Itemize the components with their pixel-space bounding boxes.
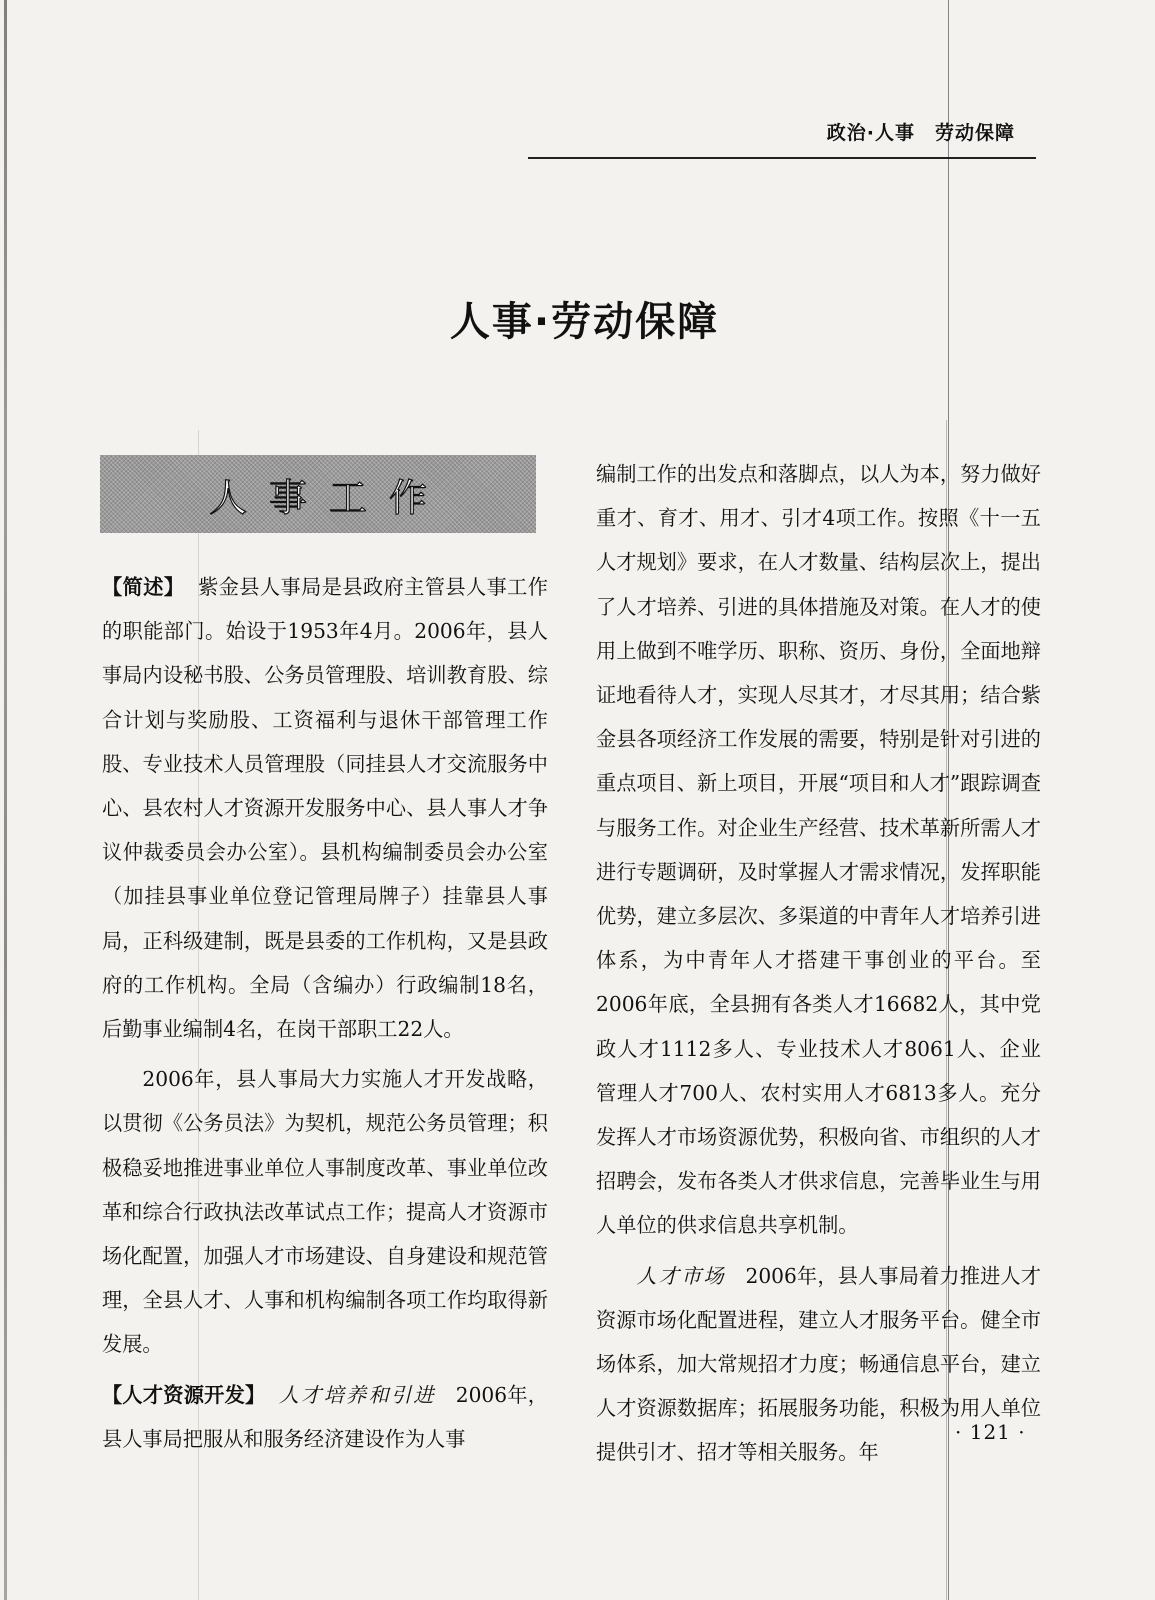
paragraph-text: 编制工作的出发点和落脚点，以人为本，努力做好重才、育才、用才、引才4项工作。按照《十一五人才规划》要求，在人才数量、结构层次上，提出了人才培养、引进的具体措施及对策。在人才的使用上做到不唯学历、职称、资历、身份，全面地辩证地看待人才，实现人尽其才，才尽其用；结合紫金县各项经济工作发展的需要，特别是针对引进的重点项目、新上项目，开展“项目和人才”跟踪调查与服务工作。对企业生产经营、技术革新所需人才进行专题调研，及时掌握人才需求情况，发挥职能优势，建立多层次、多渠道的中青年人才培养引进体系，为中青年人才搭建干事创业的平台。至2006年底，全县拥有各类人才16682人，其中党政人才1112多人、专业技术人才8061人、企业管理人才700人、农村实用人才6813多人。充分发挥人才市场资源优势，积极向省、市组织的人才招聘会，发布各类人才供求信息，完善毕业生与用人单位的供求信息共享机制。 — [596, 462, 1041, 1238]
subheading: 人才培养和引进 — [278, 1382, 436, 1407]
paragraph-text: 2006年，县人事局大力实施人才开发战略，以贯彻《公务员法》为契机，规范公务员管理；积极稳妥地推进事业单位人事制度改革、事业单位改革和综合行政执法改革试点工作；提高人才资源市场化配置，加强人才市场建设、自身建设和规范管理，全县人才、人事和机构编制各项工作均取得新发展。 — [102, 1067, 548, 1357]
section-tag: 【简述】 — [102, 575, 185, 599]
paragraph-talent-development — [102, 1373, 548, 1461]
paragraph-strategy — [102, 1057, 548, 1366]
subheading: 人才市场 — [636, 1263, 726, 1288]
paragraph-text: 2006年，县人事局把服从和服务经济建设作为人事 — [102, 1382, 548, 1451]
header-rule — [528, 157, 1036, 159]
paragraph-text: 2006年，县人事局着力推进人才资源市场化配置进程，建立人才服务平台。健全市场体系，加大常规招才力度；畅通信息平台，建立人才资源数据库；拓展服务功能，积极为用人单位提供引才、招才等相关服务。年 — [596, 1263, 1041, 1465]
paragraph-overview — [102, 565, 548, 1051]
running-header: 政治·人事 劳动保障 — [826, 122, 1015, 144]
paragraph-text: 紫金县人事局是县政府主管县人事工作的职能部门。始设于1953年4月。2006年，县人事局内设秘书股、公务员管理股、培训教育股、综合计划与奖励股、工资福利与退休干部管理工作股、专业技术人员管理股（同挂县人才交流服务中心、县农村人才资源开发服务中心、县人事人才争议仲裁委员会办公室）。县机构编制委员会办公室（加挂县事业单位登记管理局牌子）挂靠县人事局，正科级建制，既是县委的工作机构，又是县政府的工作机构。全局（含编办）行政编制18名，后勤事业编制4名，在岗干部职工22人。 — [102, 575, 548, 1042]
left-column — [102, 565, 548, 1467]
section-heading-box — [100, 455, 536, 533]
section-tag: 【人才资源开发】 — [102, 1382, 266, 1407]
page-title: 人事·劳动保障 — [449, 299, 720, 345]
page-number: · 121 · — [955, 1420, 1026, 1444]
right-column — [596, 452, 1041, 1481]
paragraph-talent-training — [596, 452, 1041, 1248]
section-title: 人事工作 — [208, 475, 449, 520]
page-edge-artifact — [4, 0, 7, 1600]
